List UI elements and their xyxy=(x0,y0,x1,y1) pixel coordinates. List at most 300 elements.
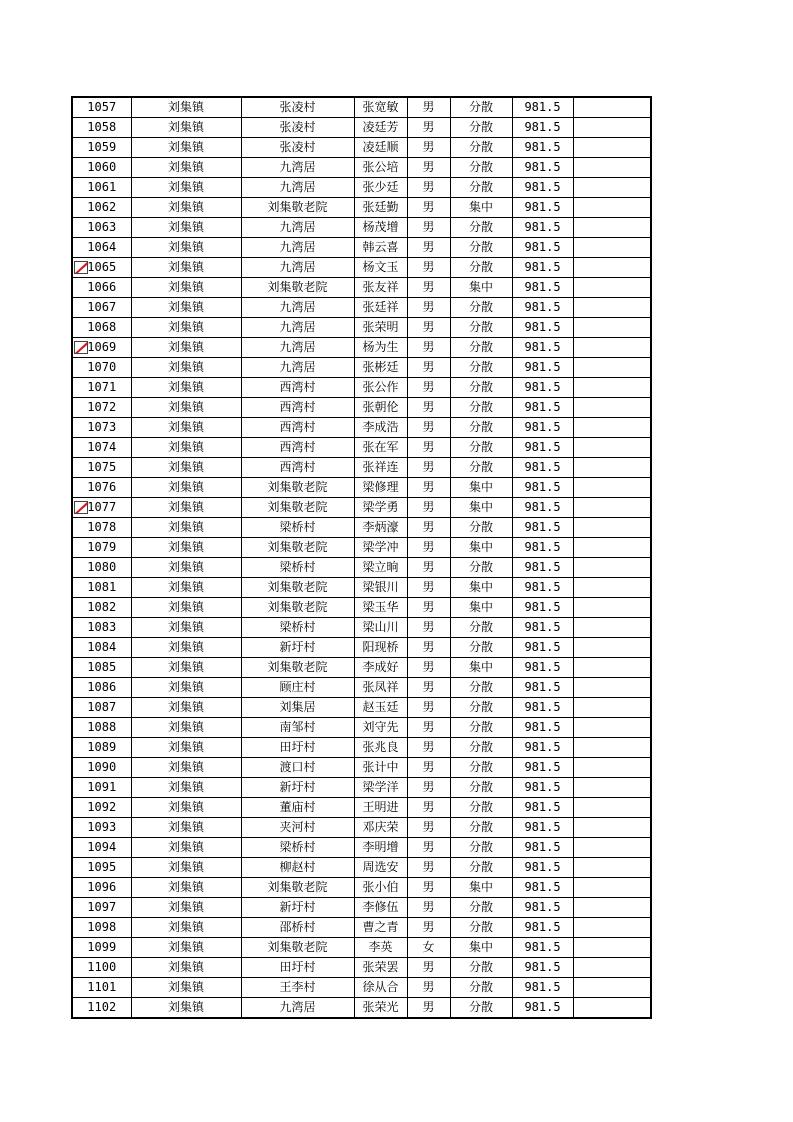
cell-village xyxy=(241,618,354,638)
table-row xyxy=(72,678,651,698)
table-row xyxy=(72,618,651,638)
cell-town-text: 刘集镇 xyxy=(167,860,204,874)
cell-serial-number-text: 1065 xyxy=(87,260,117,274)
cell-village-text: 田圩村 xyxy=(279,960,316,974)
cell-village xyxy=(241,658,354,678)
cell-support-mode-text: 集中 xyxy=(468,540,493,554)
cell-person-name xyxy=(354,818,407,838)
cell-serial-number-text: 1070 xyxy=(87,360,117,374)
cell-serial-number-text: 1072 xyxy=(87,400,117,414)
cell-village xyxy=(241,798,354,818)
cell-gender-text: 男 xyxy=(422,180,435,194)
cell-serial-number-text: 1086 xyxy=(87,680,117,694)
cell-person-name xyxy=(354,558,407,578)
cell-amount-text: 981.5 xyxy=(524,120,561,134)
cell-support-mode-text: 分散 xyxy=(468,640,493,654)
cell-support-mode-text: 集中 xyxy=(468,880,493,894)
cell-gender xyxy=(407,838,450,858)
cell-note xyxy=(573,898,651,918)
cell-village-text: 董庙村 xyxy=(279,800,316,814)
cell-serial-number xyxy=(72,718,131,738)
cell-serial-number xyxy=(72,478,131,498)
cell-note xyxy=(573,498,651,518)
cell-support-mode-text: 分散 xyxy=(468,960,493,974)
cell-support-mode-text: 集中 xyxy=(468,660,493,674)
cell-amount xyxy=(512,938,573,958)
cell-serial-number xyxy=(72,418,131,438)
cell-note xyxy=(573,198,651,218)
cell-support-mode-text: 集中 xyxy=(468,940,493,954)
cell-town xyxy=(131,478,241,498)
cell-town xyxy=(131,778,241,798)
cell-support-mode-text: 分散 xyxy=(468,800,493,814)
cell-gender-text: 男 xyxy=(422,900,435,914)
cell-town-text: 刘集镇 xyxy=(167,920,204,934)
cell-town-text: 刘集镇 xyxy=(167,880,204,894)
cell-gender-text: 男 xyxy=(422,480,435,494)
cell-village xyxy=(241,758,354,778)
cell-note xyxy=(573,978,651,998)
cell-support-mode-text: 集中 xyxy=(468,500,493,514)
cell-support-mode-text: 分散 xyxy=(468,900,493,914)
cell-support-mode xyxy=(450,298,512,318)
table-row xyxy=(72,758,651,778)
cell-village xyxy=(241,458,354,478)
cell-gender xyxy=(407,158,450,178)
cell-support-mode-text: 分散 xyxy=(468,920,493,934)
cell-support-mode xyxy=(450,738,512,758)
cell-gender xyxy=(407,638,450,658)
cell-village-text: 顾庄村 xyxy=(279,680,316,694)
cell-amount xyxy=(512,418,573,438)
cell-town-text: 刘集镇 xyxy=(167,520,204,534)
cell-town-text: 刘集镇 xyxy=(167,980,204,994)
cell-village-text: 九湾居 xyxy=(279,300,316,314)
cell-person-name xyxy=(354,398,407,418)
cell-note xyxy=(573,678,651,698)
cell-town xyxy=(131,238,241,258)
cell-amount-text: 981.5 xyxy=(524,800,561,814)
cell-amount-text: 981.5 xyxy=(524,660,561,674)
cell-support-mode-text: 集中 xyxy=(468,480,493,494)
cell-serial-number xyxy=(72,118,131,138)
cell-support-mode xyxy=(450,718,512,738)
table-row xyxy=(72,898,651,918)
cell-serial-number xyxy=(72,898,131,918)
cell-serial-number xyxy=(72,578,131,598)
cell-support-mode-text: 分散 xyxy=(468,220,493,234)
cell-town xyxy=(131,458,241,478)
cell-support-mode-text: 分散 xyxy=(468,160,493,174)
cell-serial-number xyxy=(72,778,131,798)
cell-note xyxy=(573,758,651,778)
cell-gender-text: 男 xyxy=(422,700,435,714)
cell-person-name-text: 梁学冲 xyxy=(362,540,399,554)
table-row xyxy=(72,198,651,218)
cell-support-mode-text: 分散 xyxy=(468,680,493,694)
cell-gender xyxy=(407,818,450,838)
cell-gender xyxy=(407,538,450,558)
cell-support-mode xyxy=(450,658,512,678)
cell-amount-text: 981.5 xyxy=(524,140,561,154)
cell-gender xyxy=(407,718,450,738)
cell-town xyxy=(131,358,241,378)
cell-gender xyxy=(407,758,450,778)
cell-note xyxy=(573,798,651,818)
cell-amount-text: 981.5 xyxy=(524,760,561,774)
cell-support-mode xyxy=(450,918,512,938)
cell-gender-text: 男 xyxy=(422,740,435,754)
cell-serial-number-text: 1098 xyxy=(87,920,117,934)
cell-serial-number-text: 1085 xyxy=(87,660,117,674)
cell-village xyxy=(241,998,354,1019)
cell-serial-number-text: 1093 xyxy=(87,820,117,834)
cell-village xyxy=(241,818,354,838)
cell-support-mode-text: 分散 xyxy=(468,760,493,774)
cell-village xyxy=(241,898,354,918)
cell-amount-text: 981.5 xyxy=(524,460,561,474)
cell-amount xyxy=(512,778,573,798)
cell-gender-text: 男 xyxy=(422,320,435,334)
cell-village-text: 西湾村 xyxy=(279,420,316,434)
cell-gender xyxy=(407,258,450,278)
cell-note xyxy=(573,778,651,798)
cell-serial-number-text: 1080 xyxy=(87,560,117,574)
cell-town-text: 刘集镇 xyxy=(167,480,204,494)
cell-serial-number-text: 1066 xyxy=(87,280,117,294)
cell-serial-number xyxy=(72,958,131,978)
table-row xyxy=(72,378,651,398)
cell-person-name xyxy=(354,778,407,798)
cell-person-name-text: 张计中 xyxy=(362,760,399,774)
cell-support-mode-text: 分散 xyxy=(468,820,493,834)
cell-amount xyxy=(512,97,573,118)
cell-town xyxy=(131,858,241,878)
cell-gender-text: 男 xyxy=(422,100,435,114)
cell-town-text: 刘集镇 xyxy=(167,240,204,254)
cell-support-mode-text: 分散 xyxy=(468,180,493,194)
cell-person-name-text: 张友祥 xyxy=(362,280,399,294)
cell-town xyxy=(131,818,241,838)
cell-amount xyxy=(512,518,573,538)
cell-person-name xyxy=(354,518,407,538)
cell-person-name xyxy=(354,838,407,858)
cell-serial-number xyxy=(72,438,131,458)
cell-support-mode-text: 分散 xyxy=(468,720,493,734)
cell-town-text: 刘集镇 xyxy=(167,460,204,474)
cell-town xyxy=(131,318,241,338)
cell-serial-number xyxy=(72,938,131,958)
cell-support-mode-text: 分散 xyxy=(468,980,493,994)
table-row xyxy=(72,698,651,718)
cell-support-mode-text: 分散 xyxy=(468,380,493,394)
cell-person-name xyxy=(354,958,407,978)
cell-gender xyxy=(407,958,450,978)
cell-person-name xyxy=(354,458,407,478)
cell-gender xyxy=(407,418,450,438)
cell-person-name-text: 张宽敏 xyxy=(362,100,399,114)
cell-support-mode xyxy=(450,858,512,878)
cell-amount-text: 981.5 xyxy=(524,340,561,354)
cell-amount xyxy=(512,878,573,898)
table-row xyxy=(72,518,651,538)
cell-support-mode xyxy=(450,158,512,178)
cell-person-name-text: 周选安 xyxy=(362,860,399,874)
cell-town xyxy=(131,898,241,918)
cell-town xyxy=(131,218,241,238)
cell-town xyxy=(131,998,241,1019)
table-row xyxy=(72,638,651,658)
cell-gender xyxy=(407,97,450,118)
table-row xyxy=(72,258,651,278)
cell-gender-text: 男 xyxy=(422,400,435,414)
cell-gender-text: 男 xyxy=(422,560,435,574)
cell-town-text: 刘集镇 xyxy=(167,640,204,654)
cell-village-text: 张凌村 xyxy=(279,100,316,114)
cell-gender-text: 男 xyxy=(422,520,435,534)
table-row xyxy=(72,658,651,678)
cell-serial-number xyxy=(72,678,131,698)
cell-support-mode xyxy=(450,318,512,338)
cell-person-name xyxy=(354,258,407,278)
cell-amount xyxy=(512,478,573,498)
cell-support-mode xyxy=(450,698,512,718)
cell-note xyxy=(573,698,651,718)
cell-serial-number xyxy=(72,618,131,638)
cell-village xyxy=(241,778,354,798)
cell-village-text: 刘集敬老院 xyxy=(267,500,328,514)
cell-town xyxy=(131,278,241,298)
cell-amount-text: 981.5 xyxy=(524,600,561,614)
cell-gender xyxy=(407,238,450,258)
cell-serial-number xyxy=(72,918,131,938)
cell-amount-text: 981.5 xyxy=(524,240,561,254)
cell-amount-text: 981.5 xyxy=(524,520,561,534)
cell-amount-text: 981.5 xyxy=(524,740,561,754)
cell-gender-text: 男 xyxy=(422,500,435,514)
cell-village-text: 西湾村 xyxy=(279,440,316,454)
cell-gender xyxy=(407,798,450,818)
cell-serial-number xyxy=(72,298,131,318)
cell-support-mode-text: 分散 xyxy=(468,320,493,334)
cell-town-text: 刘集镇 xyxy=(167,380,204,394)
cell-village-text: 刘集敬老院 xyxy=(267,660,328,674)
cell-town-text: 刘集镇 xyxy=(167,940,204,954)
cell-support-mode-text: 分散 xyxy=(468,860,493,874)
cell-gender-text: 男 xyxy=(422,120,435,134)
cell-support-mode-text: 分散 xyxy=(468,560,493,574)
cell-village-text: 九湾居 xyxy=(279,360,316,374)
cell-amount-text: 981.5 xyxy=(524,400,561,414)
cell-village xyxy=(241,958,354,978)
cell-gender xyxy=(407,978,450,998)
cell-serial-number-text: 1089 xyxy=(87,740,117,754)
cell-village xyxy=(241,878,354,898)
cell-person-name-text: 杨文玉 xyxy=(362,260,399,274)
cell-gender-text: 男 xyxy=(422,420,435,434)
cell-gender xyxy=(407,618,450,638)
cell-amount-text: 981.5 xyxy=(524,920,561,934)
cell-person-name-text: 张荣明 xyxy=(362,320,399,334)
cell-amount xyxy=(512,678,573,698)
cell-town-text: 刘集镇 xyxy=(167,1000,204,1014)
table-row xyxy=(72,338,651,358)
cell-serial-number xyxy=(72,838,131,858)
cell-amount xyxy=(512,838,573,858)
cell-amount xyxy=(512,758,573,778)
cell-support-mode-text: 分散 xyxy=(468,1000,493,1014)
cell-serial-number-text: 1068 xyxy=(87,320,117,334)
cell-town-text: 刘集镇 xyxy=(167,540,204,554)
cell-person-name-text: 张少廷 xyxy=(362,180,399,194)
cell-amount-text: 981.5 xyxy=(524,380,561,394)
cell-village-text: 九湾居 xyxy=(279,160,316,174)
cell-note xyxy=(573,818,651,838)
cell-gender-text: 男 xyxy=(422,880,435,894)
table-row xyxy=(72,298,651,318)
cell-town-text: 刘集镇 xyxy=(167,120,204,134)
cell-amount xyxy=(512,958,573,978)
cell-serial-number xyxy=(72,598,131,618)
cell-person-name-text: 李成浩 xyxy=(362,420,399,434)
cell-town-text: 刘集镇 xyxy=(167,260,204,274)
table-row xyxy=(72,138,651,158)
cell-gender-text: 男 xyxy=(422,260,435,274)
cell-village xyxy=(241,178,354,198)
cell-gender xyxy=(407,138,450,158)
cell-gender xyxy=(407,678,450,698)
cell-serial-number xyxy=(72,238,131,258)
cell-village xyxy=(241,478,354,498)
cell-gender-text: 男 xyxy=(422,280,435,294)
cell-amount xyxy=(512,578,573,598)
table-row xyxy=(72,498,651,518)
cell-amount-text: 981.5 xyxy=(524,640,561,654)
cell-support-mode-text: 分散 xyxy=(468,780,493,794)
cell-support-mode-text: 集中 xyxy=(468,600,493,614)
cell-gender-text: 男 xyxy=(422,660,435,674)
cell-amount xyxy=(512,658,573,678)
cell-support-mode-text: 分散 xyxy=(468,700,493,714)
table-row xyxy=(72,918,651,938)
table-row xyxy=(72,118,651,138)
cell-town xyxy=(131,118,241,138)
cell-note xyxy=(573,518,651,538)
cell-person-name-text: 张祥连 xyxy=(362,460,399,474)
cell-serial-number-text: 1097 xyxy=(87,900,117,914)
cell-gender xyxy=(407,478,450,498)
cell-serial-number-text: 1083 xyxy=(87,620,117,634)
cell-person-name-text: 张公作 xyxy=(362,380,399,394)
cell-gender-text: 男 xyxy=(422,600,435,614)
cell-town xyxy=(131,418,241,438)
cell-village-text: 新圩村 xyxy=(279,900,316,914)
cell-person-name-text: 李成好 xyxy=(362,660,399,674)
cell-gender xyxy=(407,458,450,478)
table-row xyxy=(72,398,651,418)
cell-note xyxy=(573,238,651,258)
cell-support-mode xyxy=(450,238,512,258)
cell-gender xyxy=(407,298,450,318)
cell-support-mode-text: 分散 xyxy=(468,440,493,454)
cell-town xyxy=(131,798,241,818)
cell-serial-number-text: 1100 xyxy=(87,960,117,974)
cell-serial-number xyxy=(72,218,131,238)
cell-gender-text: 男 xyxy=(422,460,435,474)
cell-amount xyxy=(512,798,573,818)
cell-village-text: 梁桥村 xyxy=(279,620,316,634)
cell-amount xyxy=(512,538,573,558)
cell-person-name xyxy=(354,698,407,718)
cell-amount xyxy=(512,218,573,238)
table-row xyxy=(72,938,651,958)
cell-person-name xyxy=(354,738,407,758)
cell-village-text: 九湾居 xyxy=(279,220,316,234)
cell-amount xyxy=(512,158,573,178)
cell-person-name-text: 张在军 xyxy=(362,440,399,454)
cell-serial-number-text: 1060 xyxy=(87,160,117,174)
cell-serial-number xyxy=(72,318,131,338)
cell-gender-text: 男 xyxy=(422,820,435,834)
cell-person-name-text: 张彬廷 xyxy=(362,360,399,374)
cell-town-text: 刘集镇 xyxy=(167,320,204,334)
table-row xyxy=(72,458,651,478)
cell-village-text: 九湾居 xyxy=(279,240,316,254)
cell-note xyxy=(573,938,651,958)
cell-support-mode xyxy=(450,118,512,138)
cell-serial-number-text: 1078 xyxy=(87,520,117,534)
cell-gender xyxy=(407,858,450,878)
cell-note xyxy=(573,158,651,178)
cell-serial-number-text: 1087 xyxy=(87,700,117,714)
cell-amount xyxy=(512,358,573,378)
cell-gender-text: 男 xyxy=(422,540,435,554)
cell-gender xyxy=(407,338,450,358)
cell-person-name-text: 赵玉廷 xyxy=(362,700,399,714)
cell-support-mode-text: 分散 xyxy=(468,240,493,254)
cell-person-name-text: 梁学勇 xyxy=(362,500,399,514)
cell-support-mode xyxy=(450,498,512,518)
cell-serial-number-text: 1059 xyxy=(87,140,117,154)
cell-serial-number xyxy=(72,178,131,198)
cell-serial-number xyxy=(72,498,131,518)
cell-amount xyxy=(512,378,573,398)
table-row xyxy=(72,958,651,978)
cell-town xyxy=(131,678,241,698)
cell-amount xyxy=(512,258,573,278)
cell-town-text: 刘集镇 xyxy=(167,740,204,754)
cell-village-text: 刘集敬老院 xyxy=(267,280,328,294)
cell-serial-number-text: 1067 xyxy=(87,300,117,314)
cell-gender xyxy=(407,778,450,798)
relief-roster-table xyxy=(71,96,652,1019)
cell-support-mode-text: 分散 xyxy=(468,420,493,434)
cell-serial-number xyxy=(72,278,131,298)
cell-support-mode xyxy=(450,798,512,818)
cell-support-mode-text: 分散 xyxy=(468,400,493,414)
cell-town-text: 刘集镇 xyxy=(167,340,204,354)
cell-village-text: 刘集敬老院 xyxy=(267,200,328,214)
cell-person-name-text: 李修伍 xyxy=(362,900,399,914)
cell-village-text: 南邹村 xyxy=(279,720,316,734)
cell-person-name xyxy=(354,238,407,258)
cell-serial-number xyxy=(72,858,131,878)
cell-person-name xyxy=(354,878,407,898)
cell-note xyxy=(573,618,651,638)
cell-village-text: 刘集居 xyxy=(279,700,316,714)
cell-amount-text: 981.5 xyxy=(524,440,561,454)
cell-support-mode-text: 分散 xyxy=(468,520,493,534)
